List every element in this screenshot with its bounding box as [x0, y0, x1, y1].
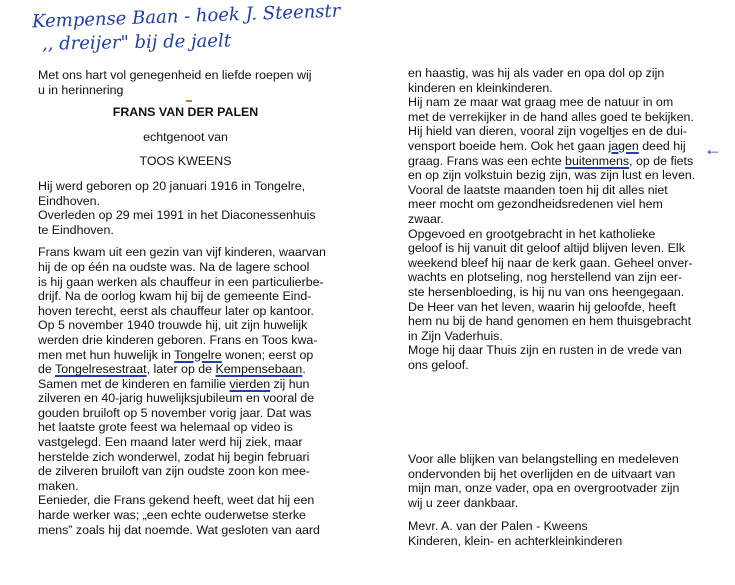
intro-line: u in herinnering: [38, 82, 124, 97]
thanks-line: Voor alle blijken van belangstelling en medeleven: [408, 452, 679, 466]
annotation-arrow-icon: ←: [704, 139, 722, 159]
story-line: is hij gaan werken als chauffeur in een particulierbe-: [38, 274, 324, 289]
story-line: herstelde zich wonderwel, zodat hij begin februari: [38, 449, 310, 464]
story-line: vensport boeide hem. Ook het gaan jagen deed hij: [408, 138, 686, 153]
story-line: het laatste grote feest wa helemaal op video is: [38, 420, 293, 435]
story-line: Op 5 november 1940 trouwde hij, uit zijn huwelijk: [38, 318, 308, 333]
story-line: drijf. Na de oorlog kwam hij bij de gemeente Eind-: [38, 289, 312, 304]
thanks-line: wij u zeer dankbaar.: [408, 495, 519, 510]
deceased-name: FRANS VAN DER PALEN: [112, 105, 259, 120]
story-line: hoven terecht, eerst als chauffeur later op kantoor.: [38, 303, 314, 318]
born-line: Eindhoven.: [38, 193, 101, 208]
story-line: mens” zoals hij dat noemde. Wat gesloten van aard: [38, 522, 320, 537]
thanks-paragraph: [408, 452, 698, 510]
story-line: zilveren en 40-jarig huwelijksjubileum en vooral de: [38, 391, 315, 406]
story-line: Hij nam ze maar wat graag mee de natuur in om: [408, 95, 674, 110]
life-story: [38, 245, 333, 537]
story-line: en haastig, was hij als vader en opa dol op zijn: [408, 66, 665, 80]
spouse-name: TOOS KWEENS: [139, 154, 232, 169]
ink-underline: buitenmens: [565, 153, 630, 168]
ink-underline: vierden: [229, 376, 271, 391]
story-line: de zilveren bruiloft van zijn oudste zoon kon mee-: [38, 464, 311, 479]
life-story-continued: [408, 66, 698, 372]
story-line: de Tongelresestraat, later op de Kempensebaan.: [38, 362, 306, 377]
story-line: weekend bleef hij naar de kerk gaan. Geheel onver-: [408, 255, 693, 270]
ink-underline: Tongelre: [174, 347, 222, 362]
story-line: met de verrekijker in de hand alles goed te bekijken.: [408, 109, 694, 124]
handwritten-note-line-2: ,, dreijer" bij de jaelt: [41, 30, 232, 55]
intro-line: Met ons hart vol genegenheid en liefde roepen wij: [38, 68, 312, 82]
story-line: werden drie kinderen geboren. Frans en Toos kwa-: [38, 332, 318, 347]
story-line: graag. Frans was een echte buitenmens, op de fiets: [408, 153, 694, 168]
story-line: harde werker was; „een echte ouderwetse sterke: [38, 508, 306, 523]
story-line: zwaar.: [408, 211, 444, 226]
ink-underline: Kempensebaan: [215, 362, 303, 377]
died-line: te Eindhoven.: [38, 222, 114, 237]
signature-line: Mevr. A. van der Palen - Kweens: [408, 519, 588, 533]
story-line: en op zijn volkstuin bezig zijn, was zijn lust en leven.: [408, 168, 696, 183]
story-line: hij de op één na oudste was. Na de lagere school: [38, 259, 310, 274]
story-line: Eenieder, die Frans gekend heeft, weet dat hij een: [38, 493, 315, 508]
ink-underline: Tongelresestraat: [55, 362, 147, 377]
story-line: Hij hield van dieren, vooral zijn vogeltjes en de dui-: [408, 124, 687, 139]
story-line: ste hersenbloeding, is hij nu van ons heengegaan.: [408, 284, 685, 299]
story-line: Vooral de laatste maanden toen hij dit alles niet: [408, 182, 668, 197]
left-column: [38, 68, 333, 537]
spouse-label: echtgenoot van: [143, 129, 228, 144]
story-line: Moge hij daar Thuis zijn en rusten in de vrede van: [408, 343, 682, 358]
story-line: Opgevoed en grootgebracht in het katholieke: [408, 226, 656, 241]
story-line: geloof is hij vanuit dit geloof altijd blijven leven. Elk: [408, 241, 685, 256]
born-line: Hij werd geboren op 20 januari 1916 in Tongelre,: [38, 178, 306, 193]
story-line: maken.: [38, 478, 79, 493]
story-line: Frans kwam uit een gezin van vijf kinderen, waarvan: [38, 245, 326, 260]
story-line: vastgelegd. Een maand later werd hij ziek, maar: [38, 435, 303, 450]
story-line: Samen met de kinderen en familie vierden zij hun: [38, 376, 310, 391]
signature-line: Kinderen, klein- en achterkleinkinderen: [408, 533, 623, 548]
story-line: ons geloof.: [408, 357, 469, 372]
thanks-line: ondervonden bij het overlijden en de uitvaart van: [408, 466, 676, 481]
story-line: De Heer van het leven, waarin hij geloofde, heeft: [408, 299, 676, 314]
handwritten-note-line-1: Kempense Baan - hoek J. Steenstr: [31, 0, 341, 33]
ink-underline: jagen: [608, 138, 639, 153]
story-line: in Zijn Vaderhuis.: [408, 328, 503, 343]
signature-block: [408, 519, 708, 548]
story-line: hem nu bij de hand genomen en hem thuisgebracht: [408, 314, 692, 329]
thanks-line: mijn man, onze vader, opa en overgrootvader zijn: [408, 481, 680, 496]
story-line: men met hun huwelijk in Tongelre wonen; eerst op: [38, 347, 314, 362]
story-line: wachts en plotseling, nog herstellend van zijn eer-: [408, 270, 683, 285]
story-line: kinderen en kleinkinderen.: [408, 80, 553, 95]
right-column: [408, 66, 698, 372]
story-line: meer mocht om gezondheidsredenen viel hem: [408, 197, 663, 212]
story-line: gouden bruiloft op 5 november vorig jaar. Dat was: [38, 405, 312, 420]
died-line: Overleden op 29 mei 1991 in het Diaconessenhuis: [38, 208, 316, 223]
